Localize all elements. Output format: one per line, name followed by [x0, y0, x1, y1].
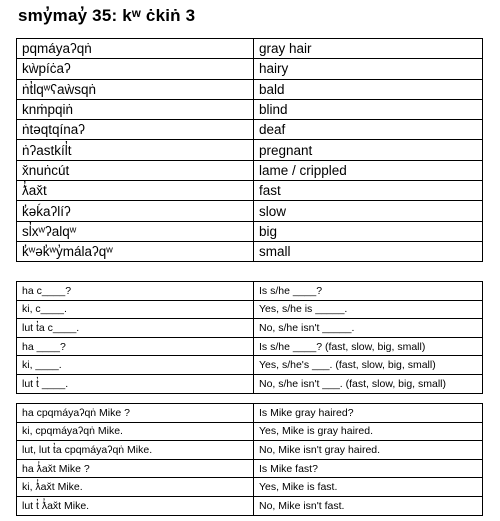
table-row: [17, 201, 483, 221]
english-example: Is Mike gray haired?: [254, 404, 483, 423]
table-row: [17, 282, 483, 301]
salish-term: ƛ̓ax̌t: [17, 181, 254, 201]
salish-term: kẁpíċaʔ: [17, 59, 254, 79]
salish-example: lut, lut t̓a cpqmáyaʔqṅ Mike.: [17, 441, 254, 460]
salish-frame: ki, ____.: [17, 356, 254, 375]
salish-frame: ha ____?: [17, 337, 254, 356]
table-row: [17, 300, 483, 319]
salish-example: ha cpqmáyaʔqṅ Mike ?: [17, 404, 254, 423]
salish-term: ṅt̓lqʷʕaẁsqṅ: [17, 79, 254, 99]
table-row: [17, 120, 483, 140]
english-frame: Yes, s/he is _____.: [254, 300, 483, 319]
english-example: No, Mike isn't fast.: [254, 496, 483, 515]
english-gloss: small: [254, 241, 483, 261]
table-row: [17, 496, 483, 515]
sentence-frames-table: [16, 281, 483, 394]
salish-example: ki, cpqmáyaʔqṅ Mike.: [17, 422, 254, 441]
table-row: [17, 422, 483, 441]
salish-term: knṁpqiṅ: [17, 99, 254, 119]
english-gloss: lame / crippled: [254, 160, 483, 180]
page-title: smy̓may̓ 35: kʷ ċkiṅ 3: [18, 6, 196, 25]
english-frame: Yes, s/he's ___. (fast, slow, big, small): [254, 356, 483, 375]
salish-frame: lut t̓a c____.: [17, 319, 254, 338]
table-row: [17, 99, 483, 119]
salish-frame: ha c____?: [17, 282, 254, 301]
english-gloss: big: [254, 221, 483, 241]
salish-frame: ki, c____.: [17, 300, 254, 319]
table-row: [17, 319, 483, 338]
salish-term: k̓ʷək̓ʷy̓málaʔqʷ: [17, 241, 254, 261]
salish-term: k̓əḱaʔlíʔ: [17, 201, 254, 221]
english-gloss: blind: [254, 99, 483, 119]
table-row: [17, 337, 483, 356]
salish-example: ki, ƛ̓ax̌t Mike.: [17, 478, 254, 497]
table-row: [17, 181, 483, 201]
table-row: [17, 140, 483, 160]
table-row: [17, 478, 483, 497]
salish-term: pqmáyaʔqṅ: [17, 39, 254, 59]
salish-example: lut t̓ ƛ̓ax̌t Mike.: [17, 496, 254, 515]
salish-term: ṅʔastkíl̓t: [17, 140, 254, 160]
english-gloss: slow: [254, 201, 483, 221]
table-row: [17, 59, 483, 79]
salish-frame: lut t̓ ____.: [17, 374, 254, 393]
table-row: [17, 160, 483, 180]
english-gloss: bald: [254, 79, 483, 99]
english-example: No, Mike isn't gray haired.: [254, 441, 483, 460]
english-example: Yes, Mike is fast.: [254, 478, 483, 497]
table-row: [17, 221, 483, 241]
english-gloss: fast: [254, 181, 483, 201]
english-gloss: gray hair: [254, 39, 483, 59]
table-row: [17, 404, 483, 423]
salish-example: ha ƛ̓ax̌t Mike ?: [17, 459, 254, 478]
vocabulary-table: [16, 38, 483, 262]
table-row: [17, 441, 483, 460]
english-frame: Is s/he ____? (fast, slow, big, small): [254, 337, 483, 356]
table-row: [17, 374, 483, 393]
examples-table: [16, 403, 483, 516]
english-example: Is Mike fast?: [254, 459, 483, 478]
english-gloss: hairy: [254, 59, 483, 79]
table-row: [17, 241, 483, 261]
english-frame: No, s/he isn't ___. (fast, slow, big, small): [254, 374, 483, 393]
english-frame: Is s/he ____?: [254, 282, 483, 301]
english-gloss: deaf: [254, 120, 483, 140]
salish-term: sl̓xʷʔalqʷ: [17, 221, 254, 241]
table-row: [17, 356, 483, 375]
english-gloss: pregnant: [254, 140, 483, 160]
table-row: [17, 459, 483, 478]
salish-term: ṅtəqtqínaʔ: [17, 120, 254, 140]
english-example: Yes, Mike is gray haired.: [254, 422, 483, 441]
salish-term: x̌nuṅcút: [17, 160, 254, 180]
table-row: [17, 79, 483, 99]
english-frame: No, s/he isn't _____.: [254, 319, 483, 338]
table-row: [17, 39, 483, 59]
